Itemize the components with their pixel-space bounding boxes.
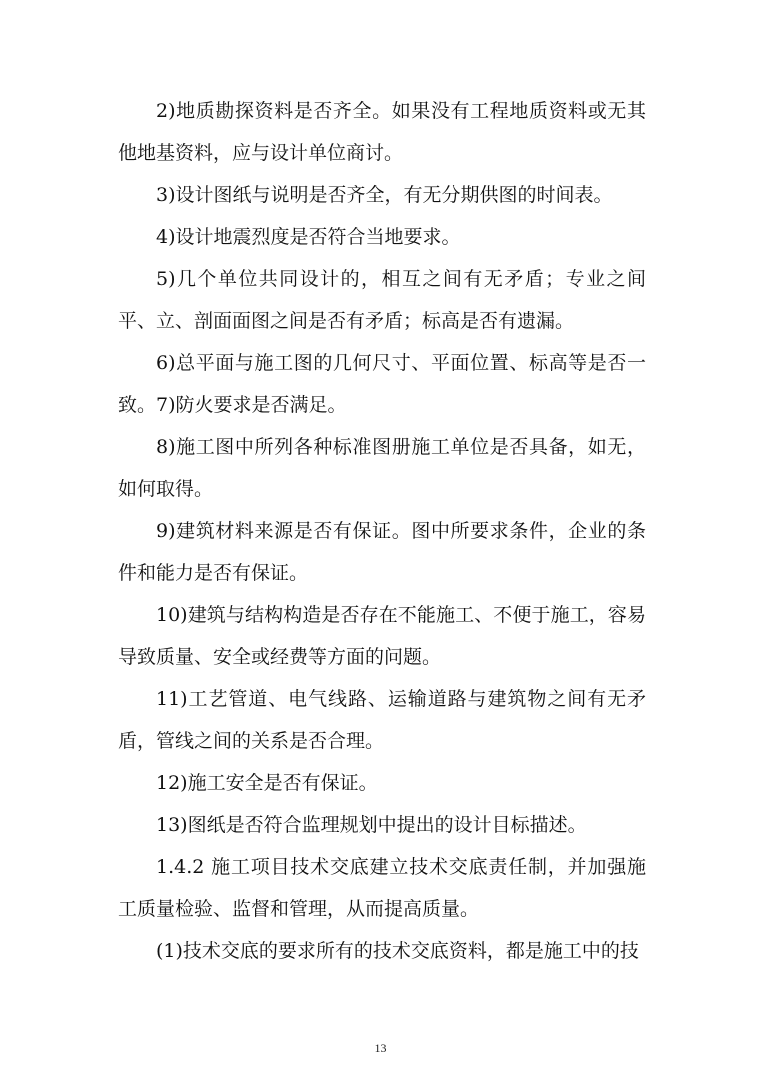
paragraph-design-conflicts: 5)几个单位共同设计的，相互之间有无矛盾；专业之间平、立、剖面面图之间是否有矛盾；标高是否有遗漏。 (118, 268, 646, 332)
paragraph-design-objectives: 13)图纸是否符合监理规划中提出的设计目标描述。 (156, 814, 587, 836)
paragraph-pipelines: 11)工艺管道、电气线路、运输道路与建筑物之间有无矛盾，管线之间的关系是否合理。 (118, 688, 646, 752)
paragraph-constructability: 10)建筑与结构构造是否存在不能施工、不便于施工，容易导致质量、安全或经费等方面的问题。 (118, 604, 646, 668)
paragraph-geology-data: 2)地质勘探资料是否齐全。如果没有工程地质资料或无其他地基资料，应与设计单位商讨。 (118, 100, 646, 164)
paragraph-drawings-complete: 3)设计图纸与说明是否齐全，有无分期供图的时间表。 (156, 184, 613, 206)
paragraph-standard-atlas: 8)施工图中所列各种标准图册施工单位是否具备，如无，如何取得。 (118, 436, 646, 500)
page-number: 13 (374, 1041, 387, 1055)
paragraph-briefing-requirements: (1)技术交底的要求所有的技术交底资料，都是施工中的技 (156, 940, 639, 962)
paragraph-technical-briefing: 1.4.2 施工项目技术交底建立技术交底责任制，并加强施工质量检验、监督和管理，从而提高质量。 (118, 856, 646, 920)
paragraph-construction-safety: 12)施工安全是否有保证。 (156, 772, 378, 794)
paragraph-seismic-intensity: 4)设计地震烈度是否符合当地要求。 (156, 226, 461, 248)
paragraph-material-supply: 9)建筑材料来源是否有保证。图中所要求条件，企业的条件和能力是否有保证。 (118, 520, 646, 584)
paragraph-dimensions-consistency: 6)总平面与施工图的几何尺寸、平面位置、标高等是否一致。 (118, 352, 646, 416)
paragraph-fire-protection: 7)防火要求是否满足。 (156, 394, 347, 416)
